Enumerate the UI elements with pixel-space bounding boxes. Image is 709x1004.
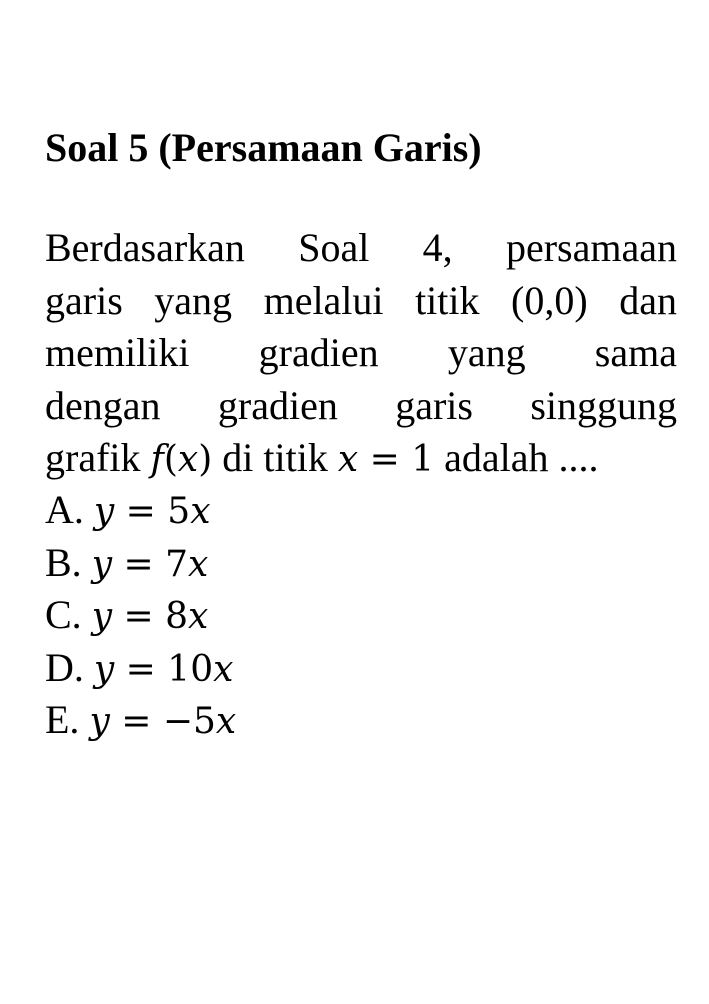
question-line-2: garis yang melalui titik (0,0) dan: [45, 277, 677, 323]
option-c[interactable]: [45, 589, 236, 642]
option-b[interactable]: [45, 537, 236, 590]
paren-close: ): [198, 439, 213, 480]
answer-options: [45, 484, 236, 747]
option-rhs: = 7: [112, 543, 188, 585]
point-expression: [338, 439, 434, 480]
option-equation: [94, 649, 234, 690]
option-rhs: = 5: [114, 491, 191, 532]
question-line-5-mid: di titik: [212, 435, 338, 480]
option-var: x: [190, 491, 211, 532]
paren-open: (: [163, 439, 178, 480]
option-lhs: y: [89, 701, 110, 742]
option-rhs: = 10: [114, 648, 214, 690]
option-letter: B.: [45, 539, 82, 585]
question-line-4: dengan gradien garis singgung: [45, 382, 677, 428]
option-letter: E.: [45, 697, 80, 742]
question-title: Soal 5 (Persamaan Garis): [45, 125, 482, 170]
option-var: x: [188, 543, 209, 585]
option-a[interactable]: [45, 484, 236, 537]
option-var: x: [213, 648, 234, 690]
option-lhs: y: [91, 543, 113, 585]
option-equation: [92, 544, 209, 585]
option-rhs: = 8: [112, 596, 188, 637]
option-equation: [94, 491, 211, 532]
option-var: x: [215, 701, 237, 742]
option-rhs: = −5: [109, 701, 216, 742]
question-line-3: memiliki gradien yang sama: [45, 330, 677, 375]
option-lhs: y: [93, 648, 115, 690]
option-e[interactable]: [45, 694, 236, 747]
point-variable: x: [337, 439, 359, 480]
function-expression: [151, 439, 213, 480]
option-lhs: y: [91, 596, 113, 637]
option-equation: [92, 596, 209, 637]
question-line-5: [45, 432, 677, 485]
option-letter: C.: [45, 592, 82, 637]
question-line-5-post: adalah ....: [434, 435, 599, 480]
option-lhs: y: [93, 491, 115, 532]
question-line-5-pre: grafik: [45, 435, 151, 480]
question-text: [45, 222, 677, 485]
option-letter: D.: [45, 644, 84, 690]
option-d[interactable]: [45, 642, 236, 695]
point-value: = 1: [358, 439, 435, 480]
function-variable: x: [177, 439, 199, 480]
question-line-1: Berdasarkan Soal 4, persamaan: [45, 225, 677, 270]
option-equation: [89, 701, 236, 742]
option-var: x: [188, 596, 209, 637]
function-name: f: [150, 439, 164, 480]
option-letter: A.: [45, 487, 84, 532]
